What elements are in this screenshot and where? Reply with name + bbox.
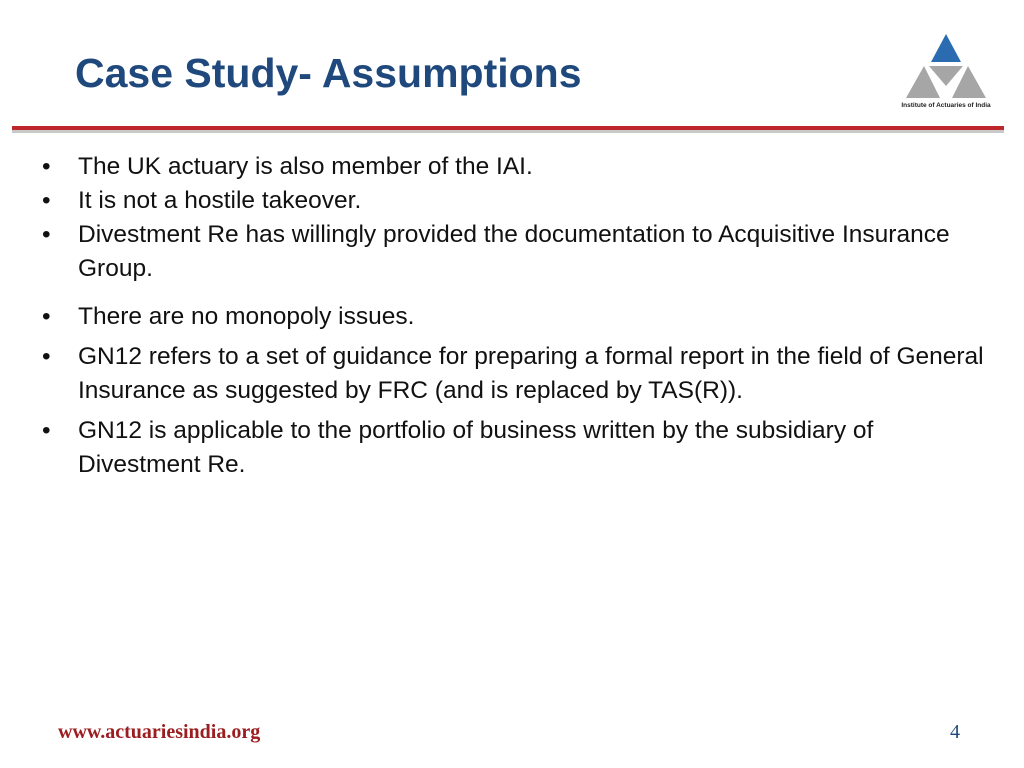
bullet-dot: •: [42, 221, 51, 248]
bullet-list: [36, 150, 986, 482]
title-rule: [12, 126, 1004, 130]
bullet-text: It is not a hostile takeover.: [78, 187, 362, 214]
bullet-text: GN12 refers to a set of guidance for preparing a formal report in the field of General Insurance as suggested by FRC (and is replaced by TAS(R)).: [78, 343, 984, 404]
iai-logo: [898, 28, 994, 114]
title-rule-shadow: [12, 130, 1004, 133]
bullet-item: [36, 300, 986, 334]
bullet-item: [36, 340, 986, 408]
bullet-text: The UK actuary is also member of the IAI.: [78, 153, 533, 180]
bullet-dot: •: [42, 303, 51, 330]
footer-url-link[interactable]: www.actuariesindia.org: [58, 721, 261, 743]
bullet-item: [36, 414, 986, 482]
bullet-dot: •: [42, 343, 51, 370]
bullet-text: There are no monopoly issues.: [78, 303, 415, 330]
bullet-item: [36, 150, 986, 184]
bullet-item: [36, 184, 986, 218]
bullet-dot: •: [42, 153, 51, 180]
page-number: 4: [950, 721, 960, 743]
bullet-dot: •: [42, 417, 51, 444]
logo-caption: Institute of Actuaries of India: [901, 102, 991, 109]
bullet-dot: •: [42, 187, 51, 214]
iai-logo-icon: [898, 28, 994, 100]
bullet-text: GN12 is applicable to the portfolio of business written by the subsidiary of Divestment Re.: [78, 417, 874, 478]
slide-title: Case Study- Assumptions: [75, 50, 582, 96]
bullet-text: Divestment Re has willingly provided the documentation to Acquisitive Insurance Group.: [78, 221, 950, 282]
bullet-item: [36, 218, 986, 286]
